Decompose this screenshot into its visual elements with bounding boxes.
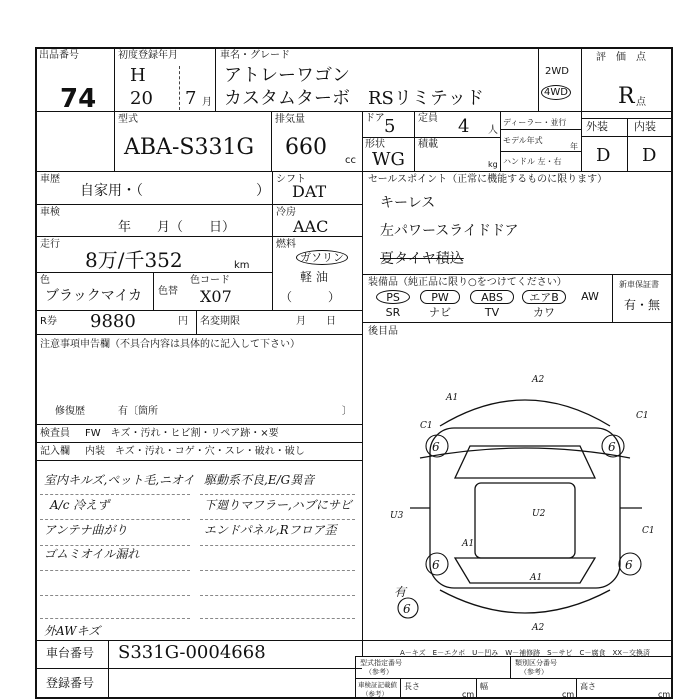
equip-pw: PW (420, 290, 460, 304)
width-label: 幅 (480, 682, 488, 691)
history-label: 車歴 (40, 174, 60, 185)
sales-point-1: キーレス (380, 195, 436, 211)
damage-mark-11: A1 (530, 573, 543, 583)
name-change-label: 名変期限 (200, 316, 240, 327)
equip-sr: SR (376, 306, 410, 320)
right-note-1: 駆動系不良,E/G異音 (204, 473, 315, 487)
warranty-value: 有・無 (624, 298, 661, 312)
chassis-label: 車台番号 (46, 646, 95, 660)
length-label: 長さ (404, 682, 420, 691)
cert-label: 車検証記載値 (358, 681, 397, 689)
equip-abs: ABS (470, 290, 514, 304)
rear-seat-label: 後目品 (368, 326, 398, 337)
equip-navi: ナビ (420, 306, 460, 320)
tire-mark-3: 6 (432, 558, 440, 572)
damage-mark-2: A1 (446, 393, 459, 403)
damage-mark-9: A2 (532, 623, 545, 633)
equip-leather: カワ (522, 306, 566, 320)
damage-mark-10: 有 (394, 585, 407, 599)
chassis-value: S331G-0004668 (118, 642, 266, 663)
sales-point-3: 夏タイヤ積込 (380, 251, 464, 267)
exterior-label: 外装 (586, 120, 608, 133)
color-code-label: 色コード (190, 275, 230, 286)
car-damage-diagram (380, 368, 670, 640)
equip-tv: TV (470, 306, 514, 320)
mileage-label: 走行 (40, 239, 60, 250)
recycle-value: 9880 (90, 311, 136, 332)
load-unit: kg (488, 160, 498, 169)
right-note-2: 下廻りマフラー,ハブにサビ (204, 498, 352, 512)
history-value: 自家用・（ (80, 183, 143, 199)
rating-value: R (618, 84, 635, 109)
damage-mark-7: A1 (462, 539, 475, 549)
shift-value: DAT (292, 182, 327, 201)
equipment-label: 装備品（純正品に限り○をつけてください） (368, 277, 567, 288)
cc-unit: cc (345, 155, 356, 166)
interior-label: 内装 (634, 120, 656, 133)
class-number-sub: （参考） (520, 668, 548, 676)
inspection-label: 車検 (40, 207, 60, 218)
tire-mark-1: 6 (432, 440, 440, 454)
right-note-3: エンドパネル,Rフロア歪 (204, 523, 337, 537)
shift-label: シフト (276, 174, 306, 185)
lot-number: 74 (60, 84, 97, 114)
equip-ps: PS (376, 290, 410, 304)
repair-value: 有〔箇所 (118, 406, 158, 417)
note-2: A/c 冷えず (50, 498, 110, 512)
note-5: 外AWキズ (44, 624, 101, 638)
first-reg-label: 初度登録年月 (118, 50, 178, 61)
lot-label: 出品番号 (39, 50, 79, 61)
model-label: 型式 (118, 114, 138, 125)
fuel-oil: 軽 油 (300, 270, 328, 284)
handle-label: ハンドル 左・右 (503, 157, 562, 166)
cert-sub: （参考） (362, 690, 388, 698)
color-change-label: 色替 (158, 286, 178, 297)
length-unit: cm (462, 690, 475, 699)
mileage-unit: km (234, 260, 250, 271)
repair-label: 修復歴 (55, 406, 85, 417)
mileage-value: 8万/千352 (85, 248, 183, 272)
tire-mark-4: 6 (625, 558, 633, 572)
month-unit: 月 (202, 97, 212, 108)
drive-4wd: 4WD (541, 85, 571, 100)
exterior-value: D (596, 145, 611, 166)
color-value: ブラックマイカ (45, 288, 143, 304)
load-label: 積載 (418, 139, 438, 150)
inspector-items: FW キズ・汚れ・ヒビ割・リペア跡・×要 (85, 428, 279, 439)
era: H (130, 65, 146, 86)
damage-mark-6: U2 (532, 509, 546, 519)
tire-mark-5: 6 (403, 602, 411, 616)
recycle-label: R券 (40, 316, 57, 327)
equip-airbag: エアB (522, 290, 566, 304)
class-number-label: 類別区分番号 (515, 659, 557, 667)
repair-close: 〕 (342, 406, 352, 417)
model-year-label: モデル年式 (503, 136, 543, 145)
registration-label: 登録番号 (46, 676, 95, 690)
car-name-label: 車名・グレード (220, 50, 290, 61)
ac-value: AAC (293, 217, 329, 236)
damage-mark-5: C1 (636, 411, 649, 421)
cc-value: 660 (285, 135, 327, 160)
dealer-label: ディーラー・並行 (503, 118, 567, 127)
sales-point-2: 左パワースライドドア (380, 223, 519, 239)
shape-label: 形状 (365, 139, 385, 150)
ac-label: 冷房 (276, 207, 296, 218)
damage-mark-4: U3 (390, 511, 404, 521)
grade: カスタムターボ RSリミテッド (224, 88, 484, 109)
reg-month: 7 (185, 88, 197, 109)
height-label: 高さ (580, 682, 596, 691)
note-4: ゴムミオイル漏れ (44, 547, 140, 561)
car-front-outline (440, 400, 610, 426)
capacity-unit: 人 (488, 125, 498, 136)
type-number-sub: （参考） (365, 668, 393, 676)
fuel-gas: ガソリン (296, 250, 348, 265)
height-unit: cm (658, 690, 671, 699)
drive-2wd: 2WD (545, 66, 569, 77)
notes-entry-label: 記入欄 (40, 446, 70, 457)
cc-label: 排気量 (275, 114, 305, 125)
inspector-label: 検査員 (40, 428, 70, 439)
reg-year: 20 (130, 88, 153, 109)
fuel-paren: （ ） (280, 290, 341, 304)
fuel-label: 燃料 (276, 239, 296, 250)
tire-mark-2: 6 (608, 440, 616, 454)
car-name: アトレーワゴン (224, 65, 350, 86)
shape-value: WG (372, 149, 405, 170)
type-number-label: 型式指定番号 (360, 659, 402, 667)
color-code-value: X07 (200, 287, 232, 306)
model-year-unit: 年 (570, 142, 578, 151)
damage-mark-8: C1 (642, 526, 655, 536)
interior-value: D (642, 145, 657, 166)
width-unit: cm (562, 690, 575, 699)
history-close: ） (256, 183, 270, 199)
door-value: 5 (384, 116, 396, 137)
inspection-value: 年 月（ 日） (118, 220, 236, 235)
door-label: ドア (365, 113, 385, 124)
rating-label: 評 価 点 (596, 52, 646, 63)
damage-mark-1: A2 (532, 375, 545, 385)
name-change-value: 月 日 (296, 316, 336, 327)
color-label: 色 (40, 275, 50, 286)
warranty-label: 新車保証書 (619, 280, 659, 289)
sales-points-label: セールスポイント（正常に機能するものに限ります） (368, 174, 608, 185)
damage-mark-3: C1 (420, 421, 433, 431)
capacity-label: 定員 (418, 113, 438, 124)
equip-aw: AW (572, 290, 608, 304)
capacity-value: 4 (458, 116, 470, 137)
rating-suffix: 点 (636, 97, 646, 108)
note-1: 室内キルズ,ペット毛,ニオイ (44, 473, 195, 487)
model-value: ABA-S331G (124, 135, 255, 160)
notes-label: 注意事項申告欄（不具合内容は具体的に記入して下さい） (40, 339, 300, 350)
notes-entry-items: 内装 キズ・汚れ・コゲ・穴・スレ・破れ・破し (85, 446, 305, 457)
note-3: アンテナ曲がり (44, 523, 128, 537)
damage-legend: A－キズ E－エクボ U－凹み W－補修跡 S－サビ C－腐食 XX－交換済 (400, 649, 651, 657)
recycle-unit: 円 (178, 316, 188, 327)
